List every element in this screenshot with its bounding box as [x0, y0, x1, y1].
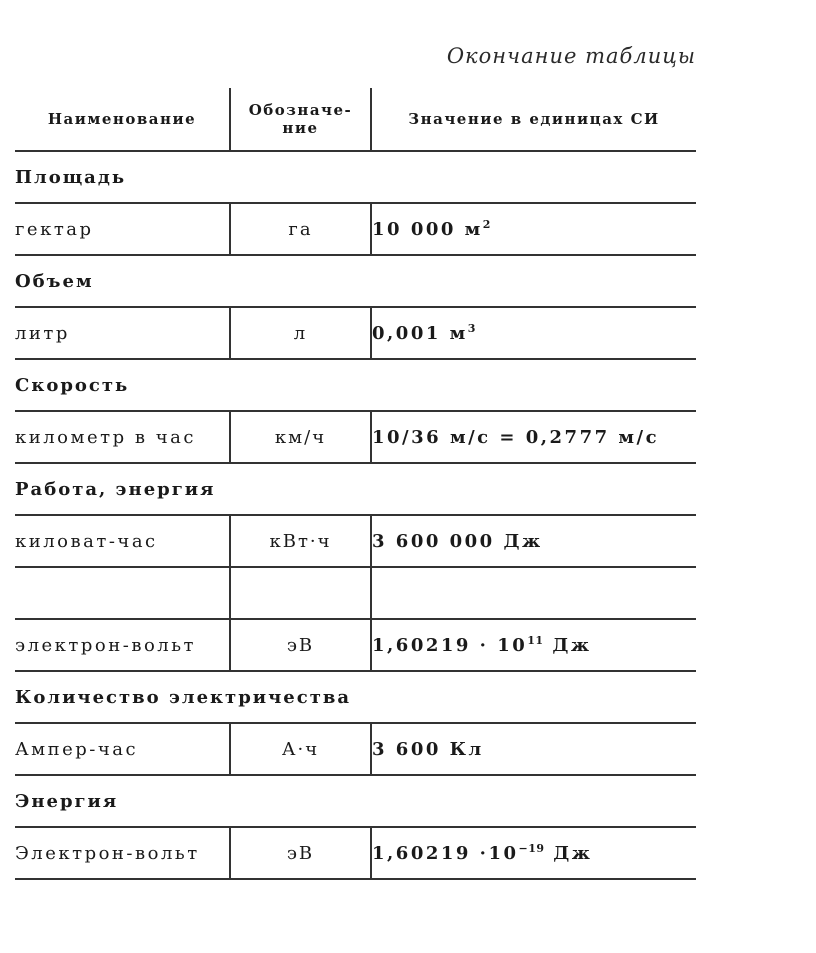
row-name	[15, 567, 230, 619]
value-text: 10 000 м	[372, 218, 483, 240]
row-value	[371, 567, 696, 619]
row-symbol: га	[230, 203, 371, 255]
value-unit: Дж	[543, 634, 592, 656]
section-speed: Скорость	[15, 359, 696, 411]
section-row	[15, 359, 696, 411]
row-name: киловат-час	[15, 515, 230, 567]
value-unit: Дж	[544, 842, 593, 864]
row-symbol: А·ч	[230, 723, 371, 775]
section-row	[15, 255, 696, 307]
section-row	[15, 151, 696, 203]
value-text: 0,001 м	[372, 322, 468, 344]
section-work: Работа, энергия	[15, 463, 696, 515]
section-row	[15, 775, 696, 827]
row-symbol: л	[230, 307, 371, 359]
value-text: 1,60219 · 10	[372, 634, 528, 656]
section-volume: Объем	[15, 255, 696, 307]
section-energy: Энергия	[15, 775, 696, 827]
row-name: Ампер-час	[15, 723, 230, 775]
row-value	[371, 827, 696, 879]
section-area: Площадь	[15, 151, 696, 203]
table-row	[15, 203, 696, 255]
row-value: 10/36 м/с = 0,2777 м/с	[371, 411, 696, 463]
table-continuation-caption: Окончание таблицы	[446, 44, 696, 68]
section-row	[15, 463, 696, 515]
header-value: Значение в единицах СИ	[371, 88, 696, 151]
table-row	[15, 411, 696, 463]
row-value: 3 600 000 Дж	[371, 515, 696, 567]
row-symbol: эВ	[230, 827, 371, 879]
section-row	[15, 671, 696, 723]
section-charge: Количество электричества	[15, 671, 696, 723]
row-name: литр	[15, 307, 230, 359]
row-symbol: кВт·ч	[230, 515, 371, 567]
row-name: километр в час	[15, 411, 230, 463]
header-name: Наименование	[15, 88, 230, 151]
row-name: электрон-вольт	[15, 619, 230, 671]
header-symbol	[230, 88, 371, 151]
row-name: Электрон-вольт	[15, 827, 230, 879]
table-row	[15, 619, 696, 671]
table-row	[15, 827, 696, 879]
row-value	[371, 203, 696, 255]
table-row-empty	[15, 567, 696, 619]
table-row	[15, 307, 696, 359]
row-symbol	[230, 567, 371, 619]
table-row	[15, 515, 696, 567]
row-value	[371, 307, 696, 359]
row-name: гектар	[15, 203, 230, 255]
table-row	[15, 723, 696, 775]
row-symbol: эВ	[230, 619, 371, 671]
value-exponent: 3	[467, 321, 476, 335]
value-exponent: −19	[518, 841, 545, 855]
header-symbol-line1: Обозначе-	[248, 101, 353, 119]
value-exponent: 11	[527, 633, 544, 647]
value-exponent: 2	[482, 217, 491, 231]
row-value: 3 600 Кл	[371, 723, 696, 775]
units-table	[15, 88, 696, 880]
table-header-row	[15, 88, 696, 151]
value-text: 1,60219 ·10	[372, 842, 519, 864]
header-symbol-line2: ние	[282, 119, 319, 137]
row-symbol: км/ч	[230, 411, 371, 463]
row-value	[371, 619, 696, 671]
